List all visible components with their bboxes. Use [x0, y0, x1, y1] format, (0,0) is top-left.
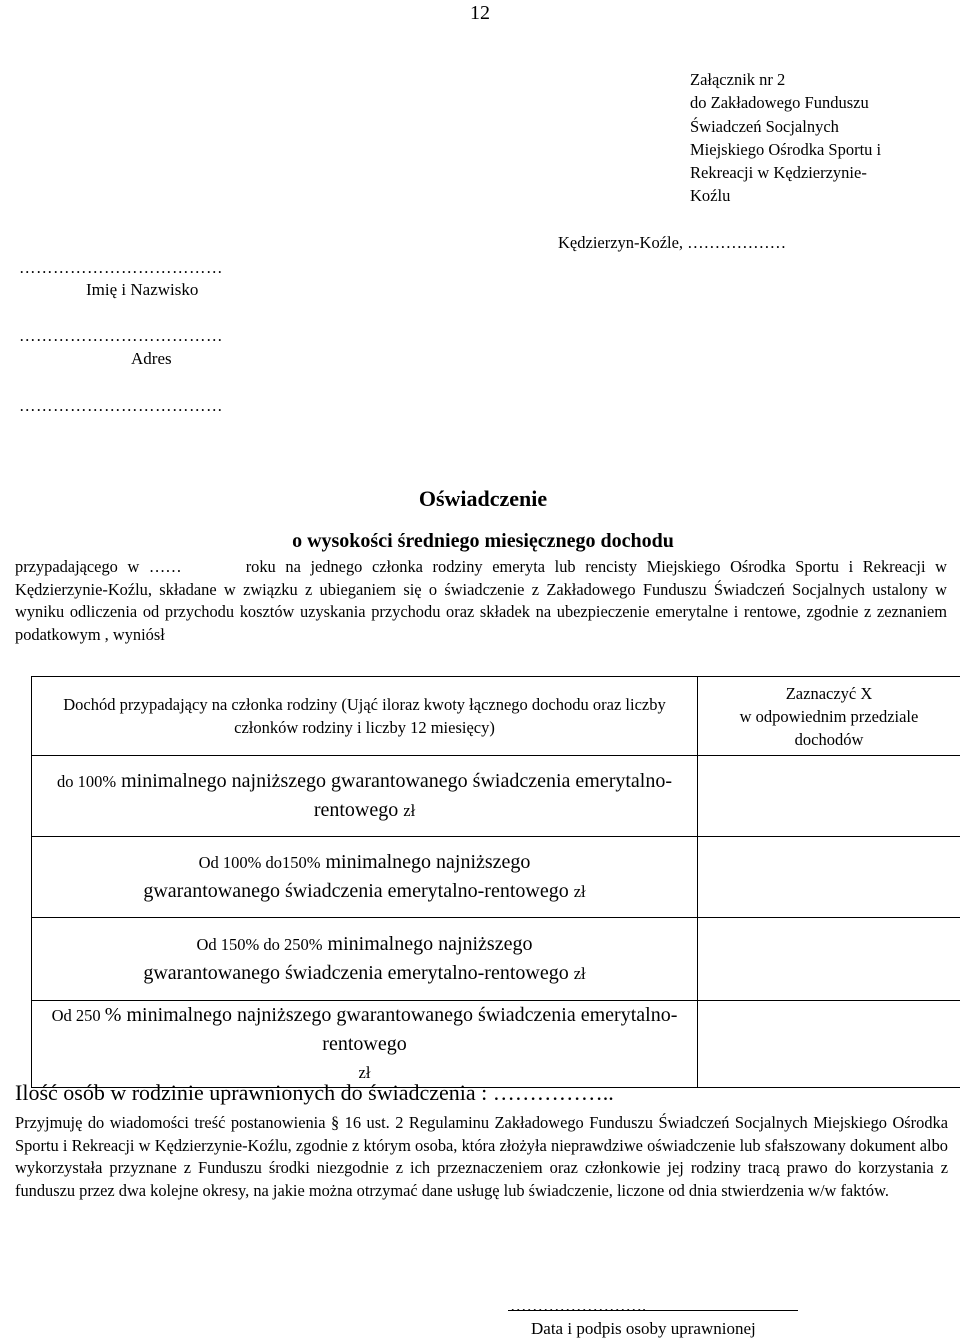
range-prefix: do 100%	[56, 772, 117, 791]
table-row	[32, 756, 960, 837]
address-input-line[interactable]: ………………………………	[19, 326, 223, 345]
place-date-field[interactable]: Kędzierzyn-Koźle, ………………	[558, 233, 787, 252]
range-text: % minimalnego najniższego gwarantowanego świadczenia emerytalno-rentowego	[104, 1004, 678, 1055]
mark-checkbox-cell[interactable]	[698, 756, 960, 837]
range-suffix: zł	[573, 882, 586, 901]
range-prefix: Od 100% do150%	[198, 853, 321, 872]
table-row	[32, 1001, 960, 1088]
range-text: minimalnego najniższego gwarantowanego świadczenia emerytalno-rentowego	[116, 770, 673, 821]
income-table	[31, 676, 960, 1088]
table-row	[32, 837, 960, 918]
mark-checkbox-cell[interactable]	[698, 1001, 960, 1088]
attachment-line: Świadczeń Socjalnych	[690, 116, 839, 136]
document-title: Oświadczenie	[418, 486, 548, 511]
mark-header-line-2: w odpowiednim przedziale dochodów	[739, 706, 919, 749]
page-number: 12	[470, 2, 490, 24]
income-range-cell	[32, 1001, 698, 1088]
income-range-cell	[32, 918, 698, 1001]
table-header-row	[32, 677, 960, 756]
document-subtitle: o wysokości średniego miesięcznego dochodu	[292, 530, 674, 552]
intro-paragraph	[15, 556, 947, 646]
name-input-line[interactable]: ………………………………	[19, 258, 223, 277]
intro-part-2: roku na jednego członka rodziny emeryta lub rencisty Miejskiego Ośrodka Sportu i Rekreacji w Kędzierzynie-Koźlu, składane w związku z ubieganiem się o świadczenie z Zakładowego Funduszu Świadczeń Socjalnych ustalony w wyniku odliczenia od przychodu kosztów uzyskania przychodu oraz składek na ubezpieczenie emerytalne i rentowe, zgodnie z zeznaniem podatkowym , wyniósł	[15, 557, 947, 644]
signature-line	[508, 1310, 798, 1311]
notice-paragraph	[15, 1112, 948, 1202]
signature-label: Data i podpis osoby uprawnionej	[531, 1319, 756, 1338]
notice-text: Przyjmuję do wiadomości treść postanowienia § 16 ust. 2 Regulaminu Zakładowego Funduszu Świadczeń Socjalnych Miejskiego Ośrodka Sportu i Rekreacji w Kędzierzynie-Koźlu, zgodnie z którym osoba, która złożyła nieprawdziwe oświadczenie lub sfałszowany dokument albo wykorzystała przyznane z Funduszu środki niezgodnie z ich przeznaczeniem oraz członkowie jej rodziny tracą prawo do korzystania z funduszu przez dwa kolejne okresy, na jakie można otrzymać dane usługę lub świadczenie, liczone od dnia stwierdzenia w/w faktów.	[15, 1113, 948, 1200]
mark-header-cell	[698, 677, 960, 756]
attachment-note	[690, 68, 950, 208]
income-header-text: Dochód przypadający na członka rodziny (Ująć iloraz kwoty łącznego dochodu oraz liczby członków rodziny i liczby 12 miesięcy)	[63, 695, 666, 737]
address-label: Adres	[131, 349, 172, 368]
intro-part-1: przypadającego w ……	[15, 557, 182, 576]
range-prefix: Od 250	[51, 1006, 105, 1025]
attachment-line: Miejskiego Ośrodka Sportu i	[690, 139, 882, 159]
attachment-line: Koźlu	[690, 186, 731, 206]
attachment-line: Załącznik nr 2	[690, 70, 786, 89]
name-label: Imię i Nazwisko	[86, 280, 199, 299]
range-prefix: Od 150% do 250%	[196, 935, 323, 954]
signature-dots[interactable]: …………………….	[510, 1296, 647, 1315]
income-header-cell	[32, 677, 698, 756]
range-text: minimalnego najniższego gwarantowanego świadczenia emerytalno-rentowego	[143, 851, 574, 902]
address-input-line-2[interactable]: ………………………………	[19, 396, 223, 415]
mark-header-line-1: Zaznaczyć X	[785, 683, 873, 703]
range-suffix: zł	[573, 964, 586, 983]
range-suffix: zł	[358, 1063, 371, 1082]
income-range-cell	[32, 837, 698, 918]
family-count-line[interactable]: Ilość osób w rodzinie uprawnionych do świadczenia : ……………..	[15, 1080, 614, 1105]
table-row	[32, 918, 960, 1001]
range-suffix: zł	[403, 801, 416, 820]
range-text: minimalnego najniższego gwarantowanego świadczenia emerytalno-rentowego	[143, 933, 574, 984]
income-range-cell	[32, 756, 698, 837]
attachment-line: do Zakładowego Funduszu	[690, 93, 869, 113]
mark-checkbox-cell[interactable]	[698, 837, 960, 918]
attachment-line: Rekreacji w Kędzierzynie-	[690, 163, 867, 183]
mark-checkbox-cell[interactable]	[698, 918, 960, 1001]
